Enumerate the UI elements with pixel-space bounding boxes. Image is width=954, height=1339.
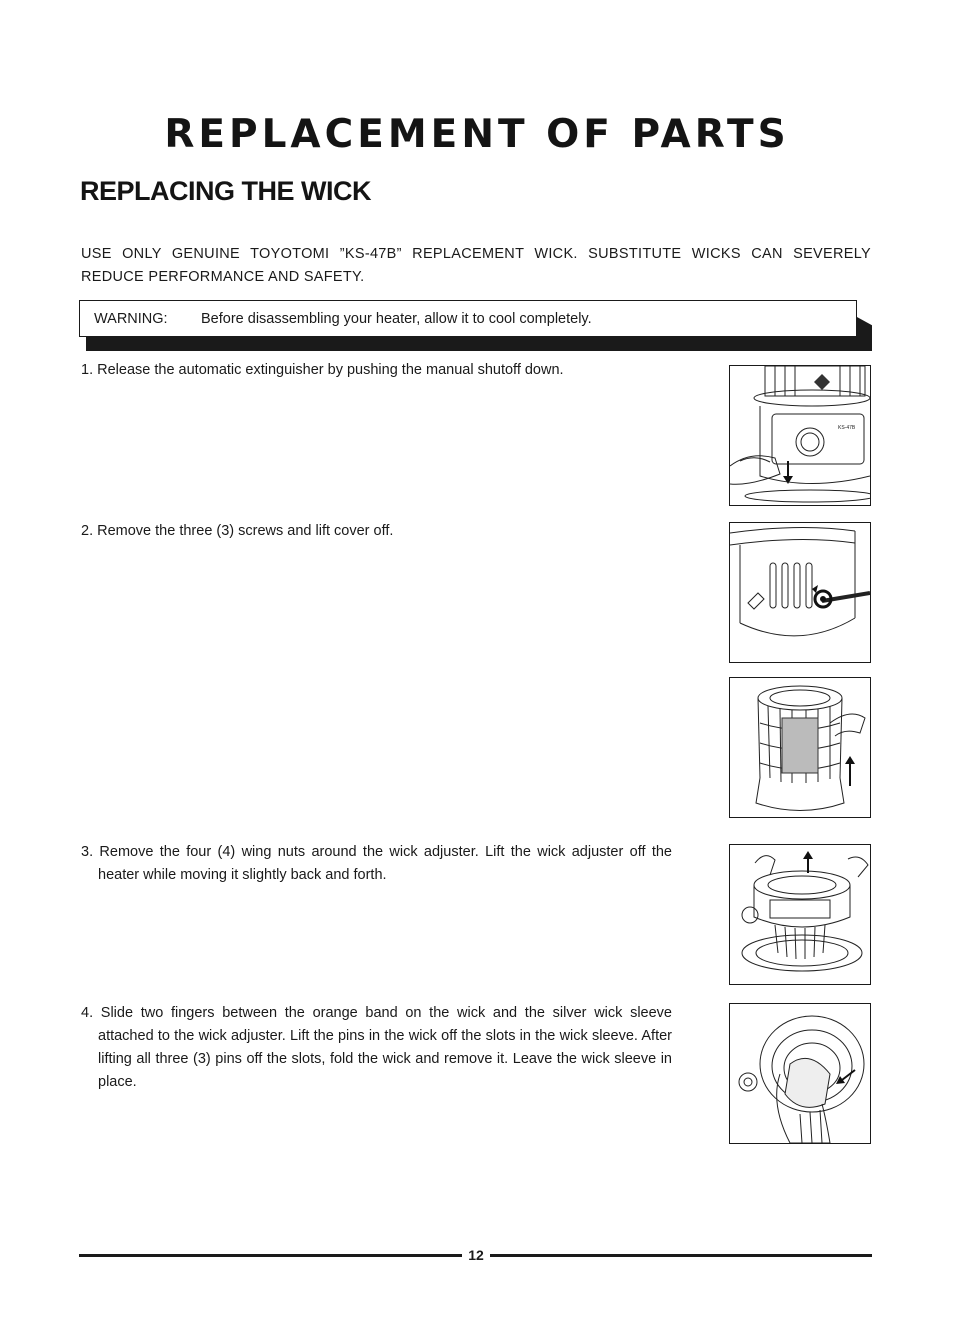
model-badge-text: KS-47B (838, 425, 856, 431)
wick-adjuster-illustration (730, 845, 870, 984)
page-title: REPLACEMENT OF PARTS (164, 112, 790, 157)
section-title: REPLACING THE WICK (80, 176, 371, 206)
figure-remove-wick (729, 1003, 871, 1144)
footer-rule-left (79, 1254, 462, 1257)
figure-manual-shutoff (729, 365, 871, 506)
step-4-text: 4. Slide two fingers between the orange band on the wick and the silver wick sleeve attached to the wick adjuster. Lift the pins in the wick off the slots in the wick sleeve. After lifting all three (3) pins off the slots, fold the wick and remove it. Leave the wick sleeve in place. (81, 1005, 672, 1090)
intro-paragraph: USE ONLY GENUINE TOYOTOMI ”KS-47B” REPLACEMENT WICK. SUBSTITUTE WICKS CAN SEVERELY REDUCE PERFORMANCE AND SAFETY. (81, 246, 871, 285)
warning-label: WARNING: (94, 310, 168, 327)
step-3-text: 3. Remove the four (4) wing nuts around the wick adjuster. Lift the wick adjuster off the heater while moving it slightly back and forth. (81, 844, 672, 883)
lift-cover-illustration (730, 678, 870, 817)
figure-lift-cover (729, 677, 871, 818)
footer-rule-right (490, 1254, 872, 1257)
figure-remove-screws (729, 522, 871, 663)
remove-wick-illustration (730, 1004, 870, 1143)
page-number: 12 (468, 1247, 484, 1263)
warning-text: Before disassembling your heater, allow it to cool completely. (201, 310, 592, 327)
remove-screws-illustration (730, 523, 870, 662)
step-1-text: 1. Release the automatic extinguisher by pushing the manual shutoff down. (81, 362, 564, 378)
figure-wick-adjuster (729, 844, 871, 985)
step-2-text: 2. Remove the three (3) screws and lift cover off. (81, 523, 394, 539)
warning-box (79, 300, 857, 337)
manual-shutoff-illustration (730, 366, 870, 505)
